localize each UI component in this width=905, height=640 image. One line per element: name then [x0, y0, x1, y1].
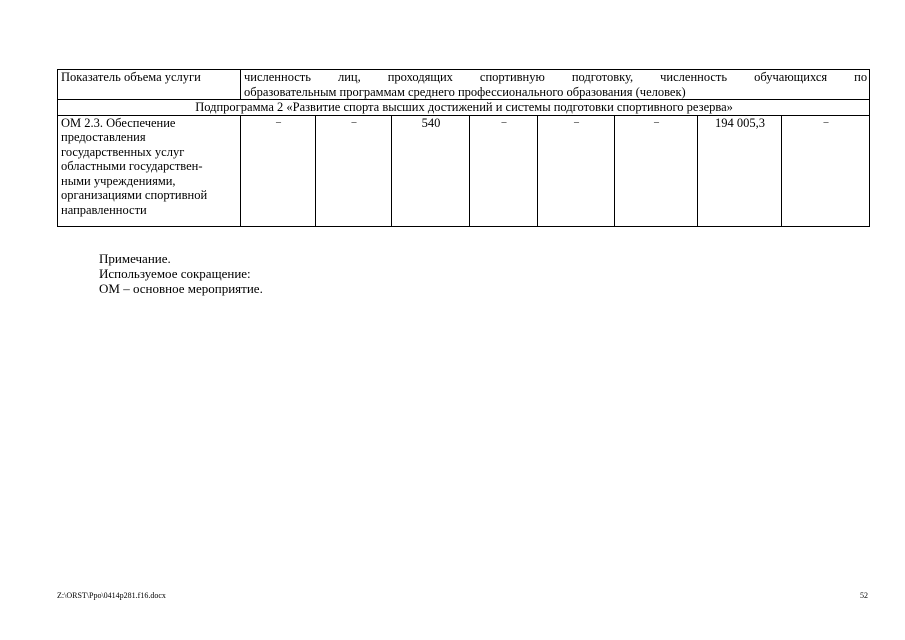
om-name-cell: [58, 115, 241, 226]
om-name-line: ными учреждениями,: [61, 173, 176, 188]
om-value: –: [654, 116, 659, 128]
note-abbreviation: ОМ – основное мероприятие.: [99, 281, 263, 296]
om-value-cell: [698, 115, 782, 226]
om-value-cell: [538, 115, 615, 226]
om-value-cell: [241, 115, 316, 226]
om-value: –: [351, 116, 357, 128]
note-title: Примечание.: [99, 251, 171, 266]
footer-file-path: Z:\ORST\Ppo\0414p281.f16.docx: [57, 591, 166, 600]
om-name-line: предоставления: [61, 130, 146, 144]
om-value: 194 005,3: [715, 115, 765, 130]
indicator-row: [58, 70, 870, 100]
om-name-line: государственных услуг: [61, 144, 185, 159]
om-value-cell: [392, 115, 470, 226]
om-value-cell: [470, 115, 538, 226]
indicator-value-cell: [241, 70, 870, 100]
om-name-line: ОМ 2.3. Обеспечение: [61, 115, 176, 130]
om-value: –: [574, 116, 579, 128]
om-value-cell: [316, 115, 392, 226]
indicator-label-cell: [58, 70, 241, 100]
indicator-label: Показатель объема услуги: [61, 70, 201, 84]
om-value-cell: [615, 115, 698, 226]
om-name-line: областными государствен-: [61, 159, 203, 173]
om-value-cell: [782, 115, 870, 226]
indicator-value-line-2: образовательным программам среднего профессионального образования (человек): [244, 84, 686, 99]
page-number: 52: [860, 591, 868, 600]
note-block: [99, 251, 263, 296]
subprogram-row: [58, 100, 870, 116]
subprogram-header: Подпрограмма 2 «Развитие спорта высших достижений и системы подготовки спортивного резерва»: [58, 100, 870, 116]
om-value: –: [501, 116, 507, 128]
om-name-line: направленности: [61, 202, 147, 217]
om-value: 540: [421, 115, 441, 130]
om-value: –: [823, 116, 829, 128]
om-name-line: организациями спортивной: [61, 188, 208, 202]
note-abbreviation-heading: Используемое сокращение:: [99, 266, 251, 281]
indicator-value-line-1: численность лиц, проходящих спортивную подготовку, численность обучающихся по: [244, 70, 868, 84]
om-value: –: [276, 116, 281, 128]
om-row: [58, 115, 870, 226]
volume-indicator-table: [57, 69, 870, 227]
